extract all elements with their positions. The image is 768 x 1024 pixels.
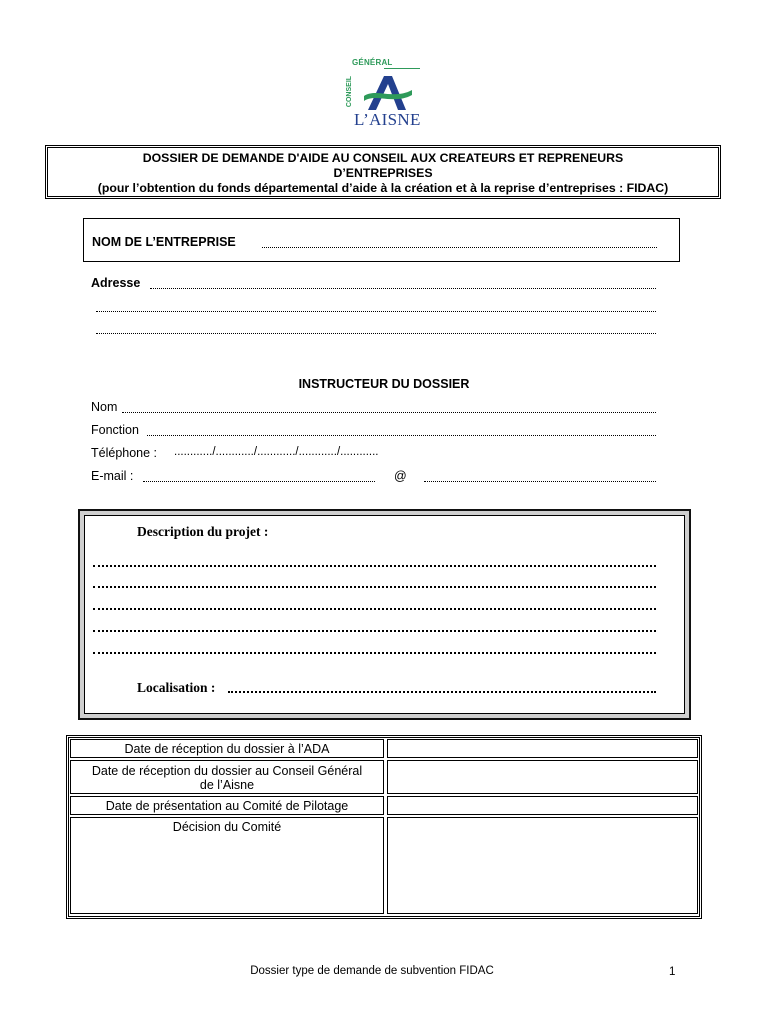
telephone-label: Téléphone : bbox=[91, 446, 158, 460]
document-title-box bbox=[45, 145, 721, 199]
localisation-field[interactable] bbox=[228, 691, 656, 693]
fonction-label: Fonction bbox=[91, 423, 139, 437]
logo-conseil-text: CONSEIL bbox=[346, 75, 354, 108]
dates-table bbox=[66, 735, 702, 919]
company-name-box bbox=[83, 218, 680, 262]
address-line-3[interactable] bbox=[96, 333, 656, 334]
footer-text: Dossier type de demande de subvention FIDAC bbox=[250, 965, 494, 977]
table-row-label: Date de réception du dossier à l’ADA bbox=[70, 739, 384, 758]
description-line-4[interactable] bbox=[93, 630, 656, 632]
email-label: E-mail : bbox=[91, 469, 134, 483]
logo-general-text: GÉNÉRAL bbox=[352, 58, 393, 67]
description-line-5[interactable] bbox=[93, 652, 656, 654]
project-description-box bbox=[78, 509, 691, 720]
email-at-symbol: @ bbox=[394, 469, 407, 483]
table-row-value[interactable] bbox=[387, 796, 698, 815]
instructeur-title: INSTRUCTEUR DU DOSSIER bbox=[298, 377, 470, 391]
logo-aisne-text: L’AISNE bbox=[354, 110, 421, 129]
title-line-1: DOSSIER DE DEMANDE D'AIDE AU CONSEIL AUX CREATEURS ET REPRENEURS bbox=[142, 151, 624, 165]
conseil-general-aisne-logo bbox=[346, 58, 426, 130]
telephone-field[interactable]: ............/............/............/............/............ bbox=[174, 446, 379, 458]
address-line-2[interactable] bbox=[96, 311, 656, 312]
logo-a-mark-icon bbox=[362, 70, 414, 112]
address-line-1[interactable] bbox=[150, 288, 656, 289]
nom-label: Nom bbox=[91, 400, 118, 414]
table-row-value[interactable] bbox=[387, 817, 698, 914]
logo-rule bbox=[384, 68, 420, 69]
description-label: Description du projet : bbox=[137, 524, 269, 539]
table-row-value[interactable] bbox=[387, 739, 698, 758]
nom-field[interactable] bbox=[122, 412, 656, 413]
title-line-2: D’ENTREPRISES bbox=[333, 166, 433, 180]
table-row-label: Date de réception du dossier au Conseil Général de l’Aisne bbox=[70, 760, 384, 794]
description-line-1[interactable] bbox=[93, 565, 656, 567]
table-row-value[interactable] bbox=[387, 760, 698, 794]
localisation-label: Localisation : bbox=[137, 680, 216, 695]
table-row-label: Date de présentation au Comité de Pilotage bbox=[70, 796, 384, 815]
page-number: 1 bbox=[669, 966, 676, 978]
company-name-label: NOM DE L’ENTREPRISE bbox=[92, 235, 236, 249]
table-row-label: Décision du Comité bbox=[70, 817, 384, 914]
address-label: Adresse bbox=[91, 276, 141, 290]
description-line-3[interactable] bbox=[93, 608, 656, 610]
fonction-field[interactable] bbox=[147, 435, 656, 436]
company-name-field[interactable] bbox=[262, 247, 657, 248]
email-domain-field[interactable] bbox=[424, 481, 656, 482]
title-line-3: (pour l’obtention du fonds départemental d’aide à la création et à la reprise d’entreprises : FIDAC) bbox=[97, 181, 669, 195]
description-line-2[interactable] bbox=[93, 586, 656, 588]
email-user-field[interactable] bbox=[143, 481, 375, 482]
